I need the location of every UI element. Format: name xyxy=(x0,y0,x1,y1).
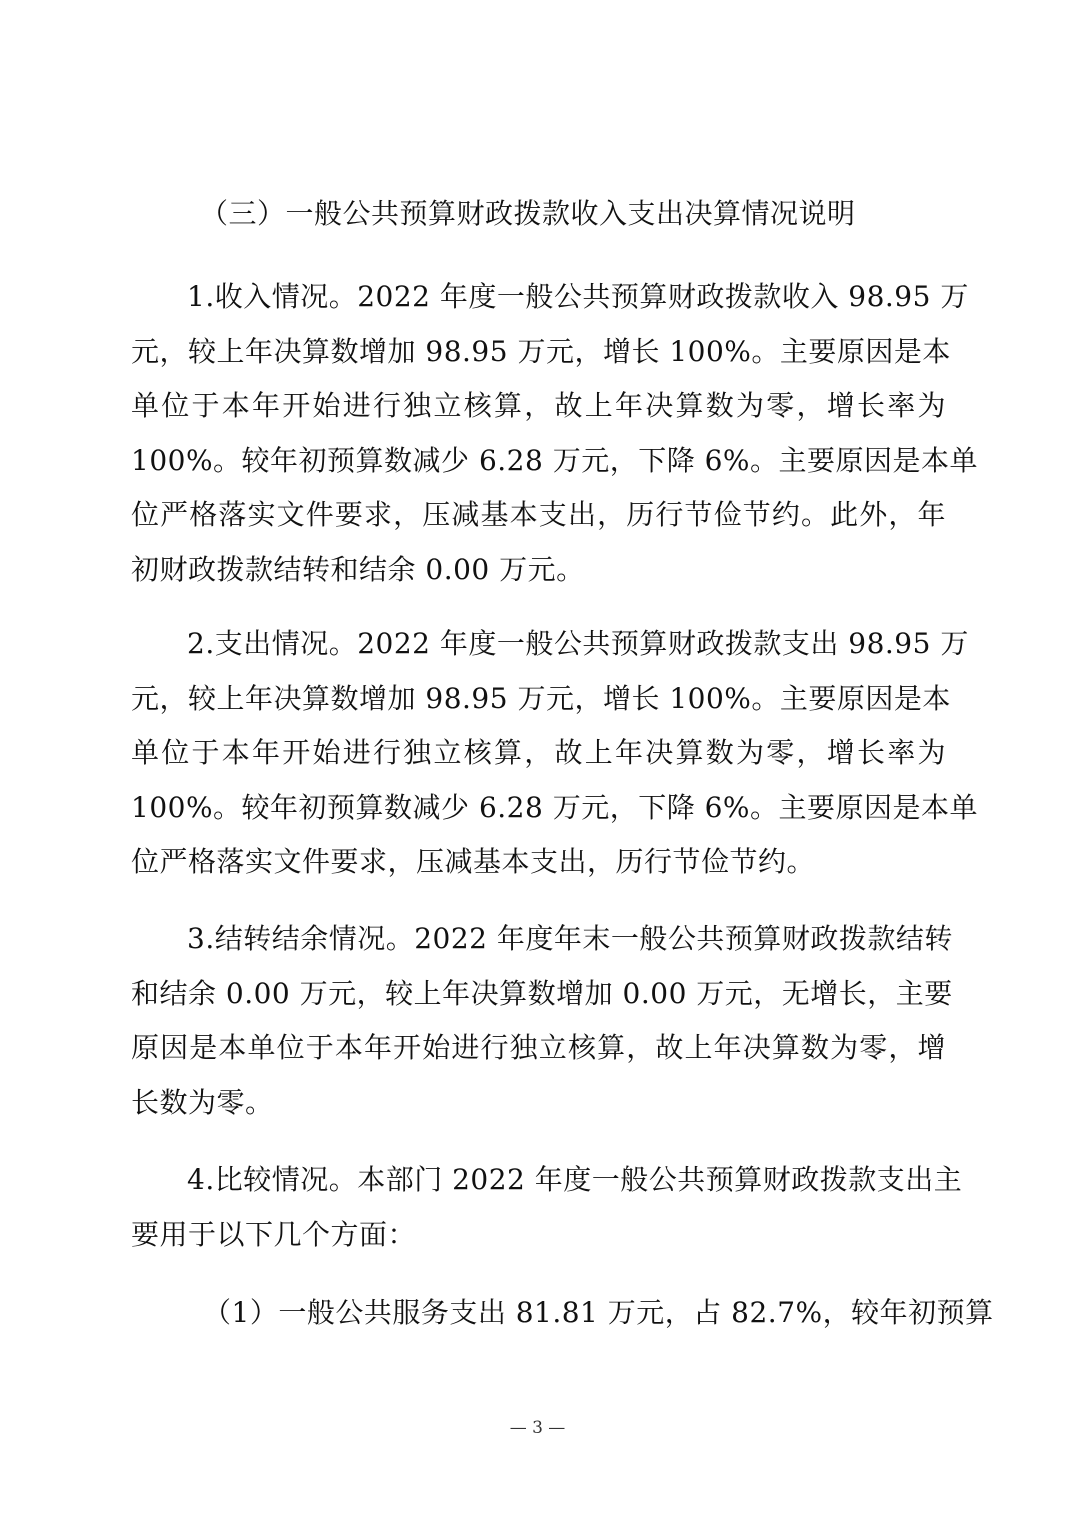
paragraph-income xyxy=(131,270,979,597)
paragraph-line: 初财政拨款结转和结余 0.00 万元。 xyxy=(131,552,585,586)
paragraph-line: 位严格落实文件要求，压减基本支出，历行节俭节约。 xyxy=(131,845,816,878)
paragraph-line: 100%。较年初预算数减少 6.28 万元，下降 6%。主要原因是本单 xyxy=(131,790,979,824)
paragraph-line: 1.收入情况。2022 年度一般公共预算财政拨款收入 98.95 万 xyxy=(187,280,969,313)
paragraph-line: 元，较上年决算数增加 98.95 万元，增长 100%。主要原因是本 xyxy=(131,334,951,368)
paragraph-expenditure xyxy=(131,617,979,890)
paragraph-line: 位严格落实文件要求，压减基本支出，历行节俭节约。此外，年 xyxy=(131,498,946,531)
paragraph-line: （1）一般公共服务支出 81.81 万元，占 82.7%，较年初预算 xyxy=(203,1296,994,1329)
paragraph-line: 元，较上年决算数增加 98.95 万元，增长 100%。主要原因是本 xyxy=(131,681,951,715)
paragraph-line: 单位于本年开始进行独立核算，故上年决算数为零，增长率为 xyxy=(131,736,946,769)
paragraph-comparison xyxy=(131,1153,963,1262)
section-heading: （三）一般公共预算财政拨款收入支出决算情况说明 xyxy=(200,197,856,230)
paragraph-line: 原因是本单位于本年开始进行独立核算，故上年决算数为零，增 xyxy=(131,1031,946,1064)
paragraph-line: 2.支出情况。2022 年度一般公共预算财政拨款支出 98.95 万 xyxy=(187,627,969,660)
paragraph-line: 单位于本年开始进行独立核算，故上年决算数为零，增长率为 xyxy=(131,389,946,422)
paragraph-line: 4.比较情况。本部门 2022 年度一般公共预算财政拨款支出主 xyxy=(187,1163,963,1196)
paragraph-item-1 xyxy=(131,1286,994,1341)
paragraph-line: 100%。较年初预算数减少 6.28 万元，下降 6%。主要原因是本单 xyxy=(131,443,979,477)
page-number: — 3 — xyxy=(509,1418,566,1438)
paragraph-line: 和结余 0.00 万元，较上年决算数增加 0.00 万元，无增长，主要 xyxy=(131,976,953,1010)
paragraph-line: 要用于以下几个方面： xyxy=(131,1217,417,1251)
paragraph-line: 长数为零。 xyxy=(131,1085,274,1119)
paragraph-line: 3.结转结余情况。2022 年度年末一般公共预算财政拨款结转 xyxy=(187,922,953,955)
paragraph-carryover xyxy=(131,912,953,1130)
